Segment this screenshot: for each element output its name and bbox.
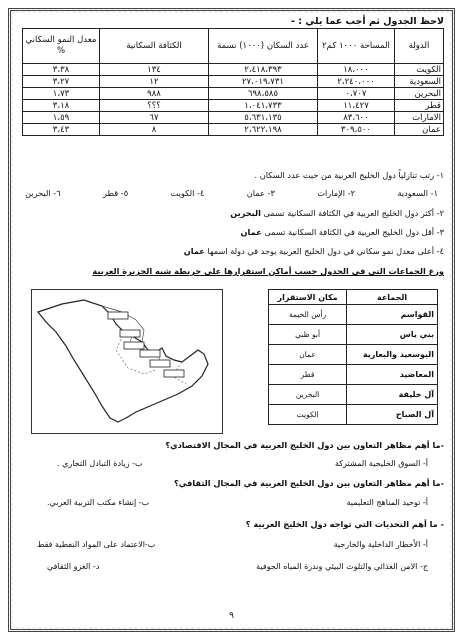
- table-row: [23, 124, 444, 136]
- cell-population: ٢٧،٠١٩،٧٣١: [209, 76, 318, 88]
- groups-header-row: [269, 290, 438, 305]
- mcq-1-option-a: أ- السوق الخليجية المشتركة: [335, 459, 428, 468]
- mcq-2-option-b: ب- إنشاء مكتب التربية العربي.: [47, 498, 150, 507]
- mcq-3-option-b: ب-الاعتماد على المواد النفطية فقط: [37, 540, 156, 549]
- cell-area: ٠،٧٠٧: [318, 88, 395, 100]
- group-name: آل الصباح: [347, 405, 438, 425]
- group-place: أبو ظبي: [269, 325, 347, 345]
- table-row: [23, 76, 444, 88]
- group-name: المعاضيد: [347, 365, 438, 385]
- group-place: البحرين: [269, 385, 347, 405]
- cell-population: ٥،٦٣١،١٣٥: [209, 112, 318, 124]
- groups-row: [269, 385, 438, 405]
- groups-row: [269, 305, 438, 325]
- cell-population: ٢،٦٢٢،١٩٨: [209, 124, 318, 136]
- distribution-heading: وزع الجماعات التى فى الجدول حسب أماكن استقرارها على خريطة شبه الجزيرة العربية: [92, 266, 444, 276]
- col-density: الكثافة السكانية: [100, 29, 209, 64]
- cell-population: ٦٩٨،٥٨٥: [209, 88, 318, 100]
- col-population: عدد السكان (١٠٠٠) نسمة: [209, 29, 318, 64]
- mcq-question-2: -ما أهم مظاهر التعاون بين دول الخليج العربية في المجال الثقافي؟: [173, 478, 444, 488]
- mcq-question-3: - ما أهم التحديات التي تواجه دول الخليج العربية ؟: [245, 519, 444, 529]
- cell-country: عمان: [395, 124, 444, 136]
- groups-table: [268, 289, 438, 425]
- question-3: [241, 227, 444, 237]
- mcq-question-1: -ما أهم مظاهر التعاون بين دول الخليج العربية في المجال الاقتصادي؟: [165, 440, 444, 450]
- answer-option: ٦- البحرين: [25, 188, 61, 198]
- group-place: الكويت: [269, 405, 347, 425]
- question-1-answers: [25, 188, 438, 198]
- table-instruction: لاحظ الجدول ثم أجب عما يلي : -: [291, 16, 444, 27]
- mcq-1-option-b: ب- زيادة التبادل التجاري .: [57, 459, 143, 468]
- question-2-answer: البحرين: [230, 208, 261, 218]
- question-4: [184, 246, 444, 256]
- group-place: عمان: [269, 345, 347, 365]
- group-name: القواسم: [347, 305, 438, 325]
- answer-option: ١- السعودية: [397, 188, 438, 198]
- col-area: المساحة ١٠٠٠ كم٢: [318, 29, 395, 64]
- groups-row: [269, 365, 438, 385]
- cell-area: ٨٣،٦٠٠: [318, 112, 395, 124]
- page-number: ٩: [229, 611, 234, 621]
- groups-row: [269, 325, 438, 345]
- cell-density: ١٣٤: [100, 64, 209, 76]
- question-4-text: ٤- أعلى معدل نمو سكاني في دول الخليج العربية يوجد في دولة اسمها: [207, 246, 444, 256]
- col-group: الجماعة: [347, 290, 438, 305]
- arabian-peninsula-map: [31, 289, 223, 434]
- group-place: رأس الخيمة: [269, 305, 347, 325]
- population-table: [22, 28, 444, 136]
- mcq-3-option-d: د- الغزو الثقافي: [47, 562, 100, 571]
- question-2: [230, 208, 444, 218]
- group-name: بني ياس: [347, 325, 438, 345]
- cell-country: السعودية: [395, 76, 444, 88]
- cell-area: ٣٠٩،٥٠٠: [318, 124, 395, 136]
- group-place: قطر: [269, 365, 347, 385]
- answer-option: ٢- الإمارات: [317, 188, 356, 198]
- table-header-row: [23, 29, 444, 64]
- cell-population: ٢،٤١٨،٣٩٣: [209, 64, 318, 76]
- answer-option: ٥- قطر: [103, 188, 129, 198]
- col-place: مكان الاستقرار: [269, 290, 347, 305]
- mcq-3-option-c: ج- الامن الغذائي والتلوث البيئي وندرة المياه الجوفية: [256, 562, 428, 571]
- cell-country: الكويت: [395, 64, 444, 76]
- worksheet-page: [17, 16, 446, 622]
- table-row: [23, 100, 444, 112]
- group-name: البوسعيد والبعارية: [347, 345, 438, 365]
- cell-density: ١٢: [100, 76, 209, 88]
- cell-density: ٨: [100, 124, 209, 136]
- cell-country: الامارات: [395, 112, 444, 124]
- question-1: ١- رتب تنازلياً دول الخليج العربية من حيث عدد السكان .: [254, 170, 444, 180]
- col-country: الدولة: [395, 29, 444, 64]
- cell-growth: ٣،١٨: [23, 100, 100, 112]
- group-name: آل خليفة: [347, 385, 438, 405]
- groups-row: [269, 405, 438, 425]
- cell-growth: ٣،٤٣: [23, 124, 100, 136]
- cell-density: ٦٧: [100, 112, 209, 124]
- cell-country: البحرين: [395, 88, 444, 100]
- cell-area: ١٨،٠٠٠: [318, 64, 395, 76]
- question-4-answer: عمان: [183, 246, 205, 256]
- table-row: [23, 88, 444, 100]
- cell-country: قطر: [395, 100, 444, 112]
- cell-density: ٩٨٨: [100, 88, 209, 100]
- cell-density: ؟؟؟: [100, 100, 209, 112]
- question-3-text: ٣- أقل دول الخليج العربية في الكثافة السكانية تسمى: [264, 227, 444, 237]
- table-row: [23, 112, 444, 124]
- cell-area: ٢،٢٤٠،٠٠٠: [318, 76, 395, 88]
- col-growth: معدل النمو السكاني %: [23, 29, 100, 64]
- cell-growth: ٣،٣٨: [23, 64, 100, 76]
- cell-growth: ١،٧٣: [23, 88, 100, 100]
- table-row: [23, 64, 444, 76]
- answer-option: ٤- الكويت: [170, 188, 205, 198]
- cell-area: ١١،٤٢٧: [318, 100, 395, 112]
- mcq-2-option-a: أ- توحيد المناهج التعليمية: [346, 498, 428, 507]
- question-3-answer: عمان: [240, 227, 262, 237]
- cell-population: ١،٠٤١،٧٣٣: [209, 100, 318, 112]
- map-outline: [32, 290, 222, 433]
- mcq-3-option-a: أ- الأخطار الداخلية والخارجية: [333, 540, 428, 549]
- question-2-text: ٢- أكثر دول الخليج العربية في الكثافة السكانية تسمى: [263, 208, 444, 218]
- cell-growth: ٣،٢٧: [23, 76, 100, 88]
- groups-row: [269, 345, 438, 365]
- answer-option: ٣- عمان: [246, 188, 275, 198]
- cell-growth: ١،٥٩: [23, 112, 100, 124]
